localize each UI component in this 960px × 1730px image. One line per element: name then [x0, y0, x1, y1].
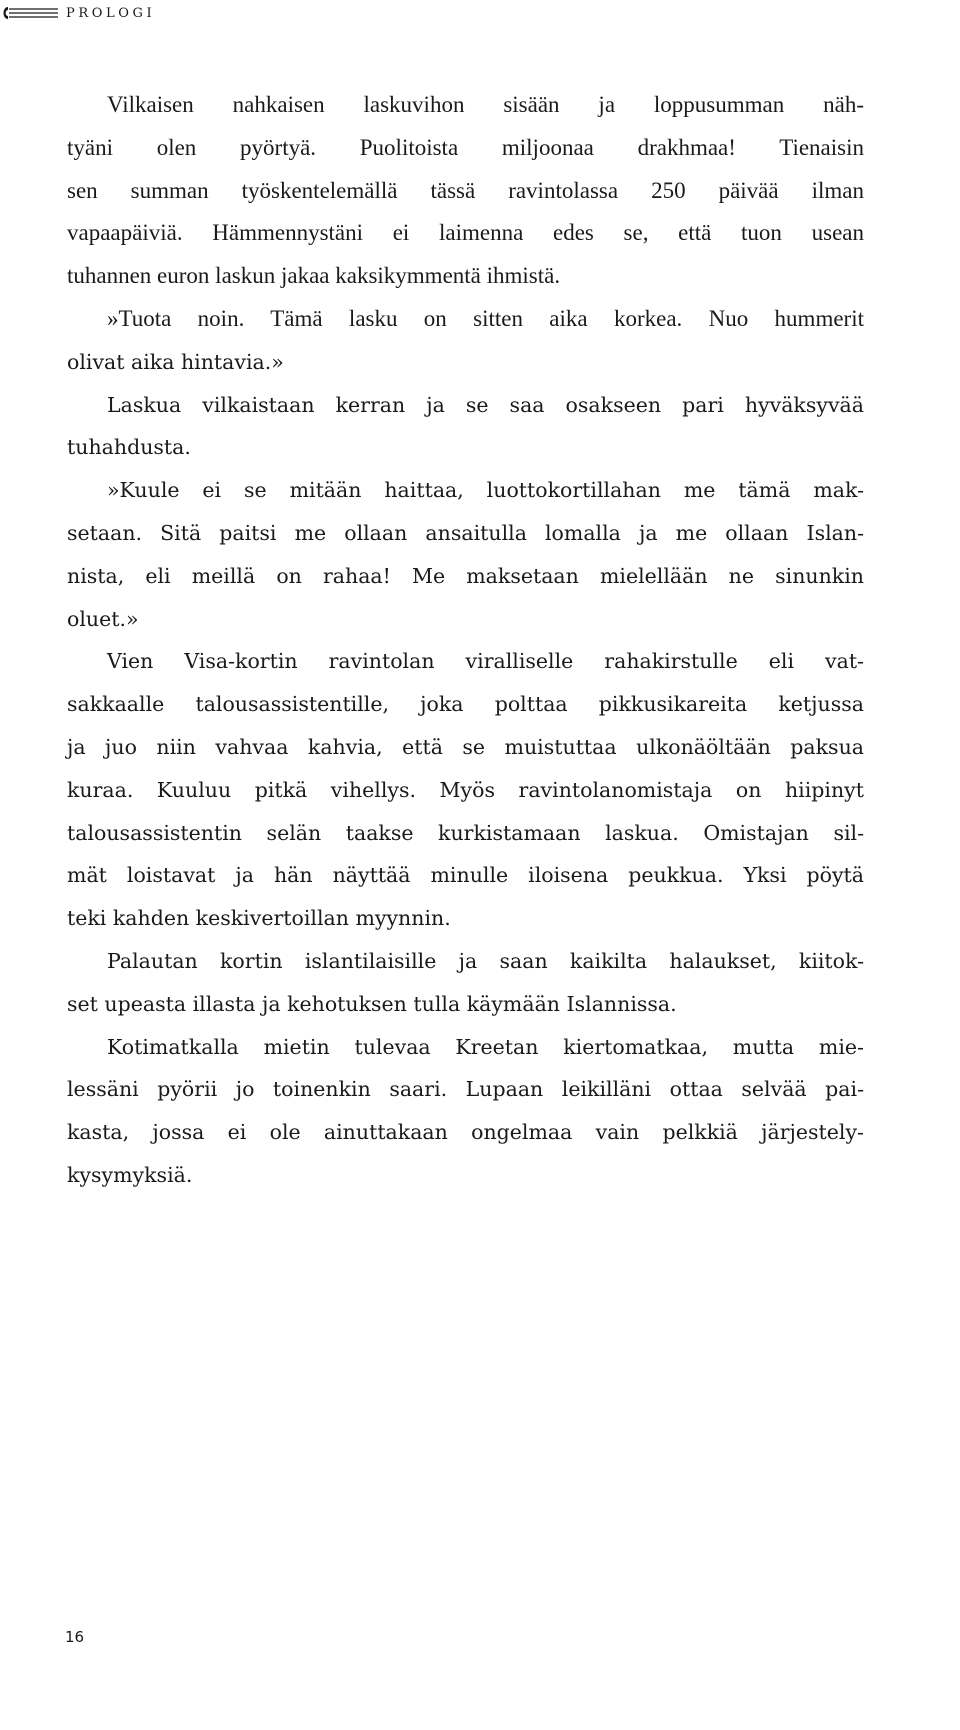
text-line: vapaapäiviä. Hämmennystäni ei laimenna edes se, että tuon usean [67, 220, 864, 246]
text-line: Kotimatkalla mietin tulevaa Kreetan kiertomatkaa, mutta mie- [107, 1034, 864, 1059]
running-header-title: PROLOGI [66, 5, 156, 21]
text-line: Palautan kortin islantilaisille ja saan kaikilta halaukset, kiitok- [107, 948, 864, 973]
text-line: kuraa. Kuuluu pitkä vihellys. Myös ravintolanomistaja on hiipinyt [67, 777, 864, 802]
text-line: oluet.» [67, 606, 139, 631]
text-line: tuhahdusta. [67, 435, 191, 460]
text-line: setaan. Sitä paitsi me ollaan ansaitulla lomalla ja me ollaan Islan- [67, 520, 864, 545]
page-number: 16 [65, 1628, 85, 1646]
text-line: mät loistavat ja hän näyttää minulle iloisena peukkua. Yksi pöytä [67, 863, 864, 888]
running-header [0, 2, 155, 24]
text-line: kasta, jossa ei ole ainuttakaan ongelmaa vain pelkkiä järjestely- [67, 1120, 864, 1145]
text-line: sakkaalle talousassistentille, joka polttaa pikkusikareita ketjussa [67, 692, 864, 717]
text-line: »Kuule ei se mitään haittaa, luottokortillahan me tämä mak- [107, 478, 864, 503]
header-ornament-icon [0, 5, 58, 21]
text-line: lessäni pyörii jo toinenkin saari. Lupaan leikilläni ottaa selvää pai- [67, 1077, 864, 1102]
text-line: tuhannen euron laskun jakaa kaksikymmentä ihmistä. [67, 263, 561, 289]
text-line: teki kahden keskivertoillan myynnin. [67, 906, 451, 931]
text-line: »Tuota noin. Tämä lasku on sitten aika korkea. Nuo hummerit [107, 305, 864, 331]
text-line: Vien Visa-kortin ravintolan viralliselle rahakirstulle eli vat- [107, 649, 864, 674]
text-line: olivat aika hintavia.» [67, 349, 284, 374]
text-line: set upeasta illasta ja kehotuksen tulla käymään Islannissa. [67, 991, 677, 1016]
text-line: tyäni olen pyörtyä. Puolitoista miljoonaa drakhmaa! Tienaisin [67, 134, 864, 160]
text-line: ja juo niin vahvaa kahvia, että se muistuttaa ulkonäöltään paksua [67, 734, 864, 759]
text-line: nista, eli meillä on rahaa! Me maksetaan mielellään ne sinunkin [67, 563, 864, 588]
text-line: kysymyksiä. [67, 1162, 193, 1187]
body-text [67, 84, 864, 1197]
text-line: talousassistentin selän taakse kurkistamaan laskua. Omistajan sil- [67, 820, 864, 845]
text-line: Laskua vilkaistaan kerran ja se saa osakseen pari hyväksyvää [107, 392, 864, 417]
text-line: Vilkaisen nahkaisen laskuvihon sisään ja loppusumman näh- [107, 92, 864, 117]
text-line: sen summan työskentelemällä tässä ravintolassa 250 päivää ilman [67, 177, 864, 203]
